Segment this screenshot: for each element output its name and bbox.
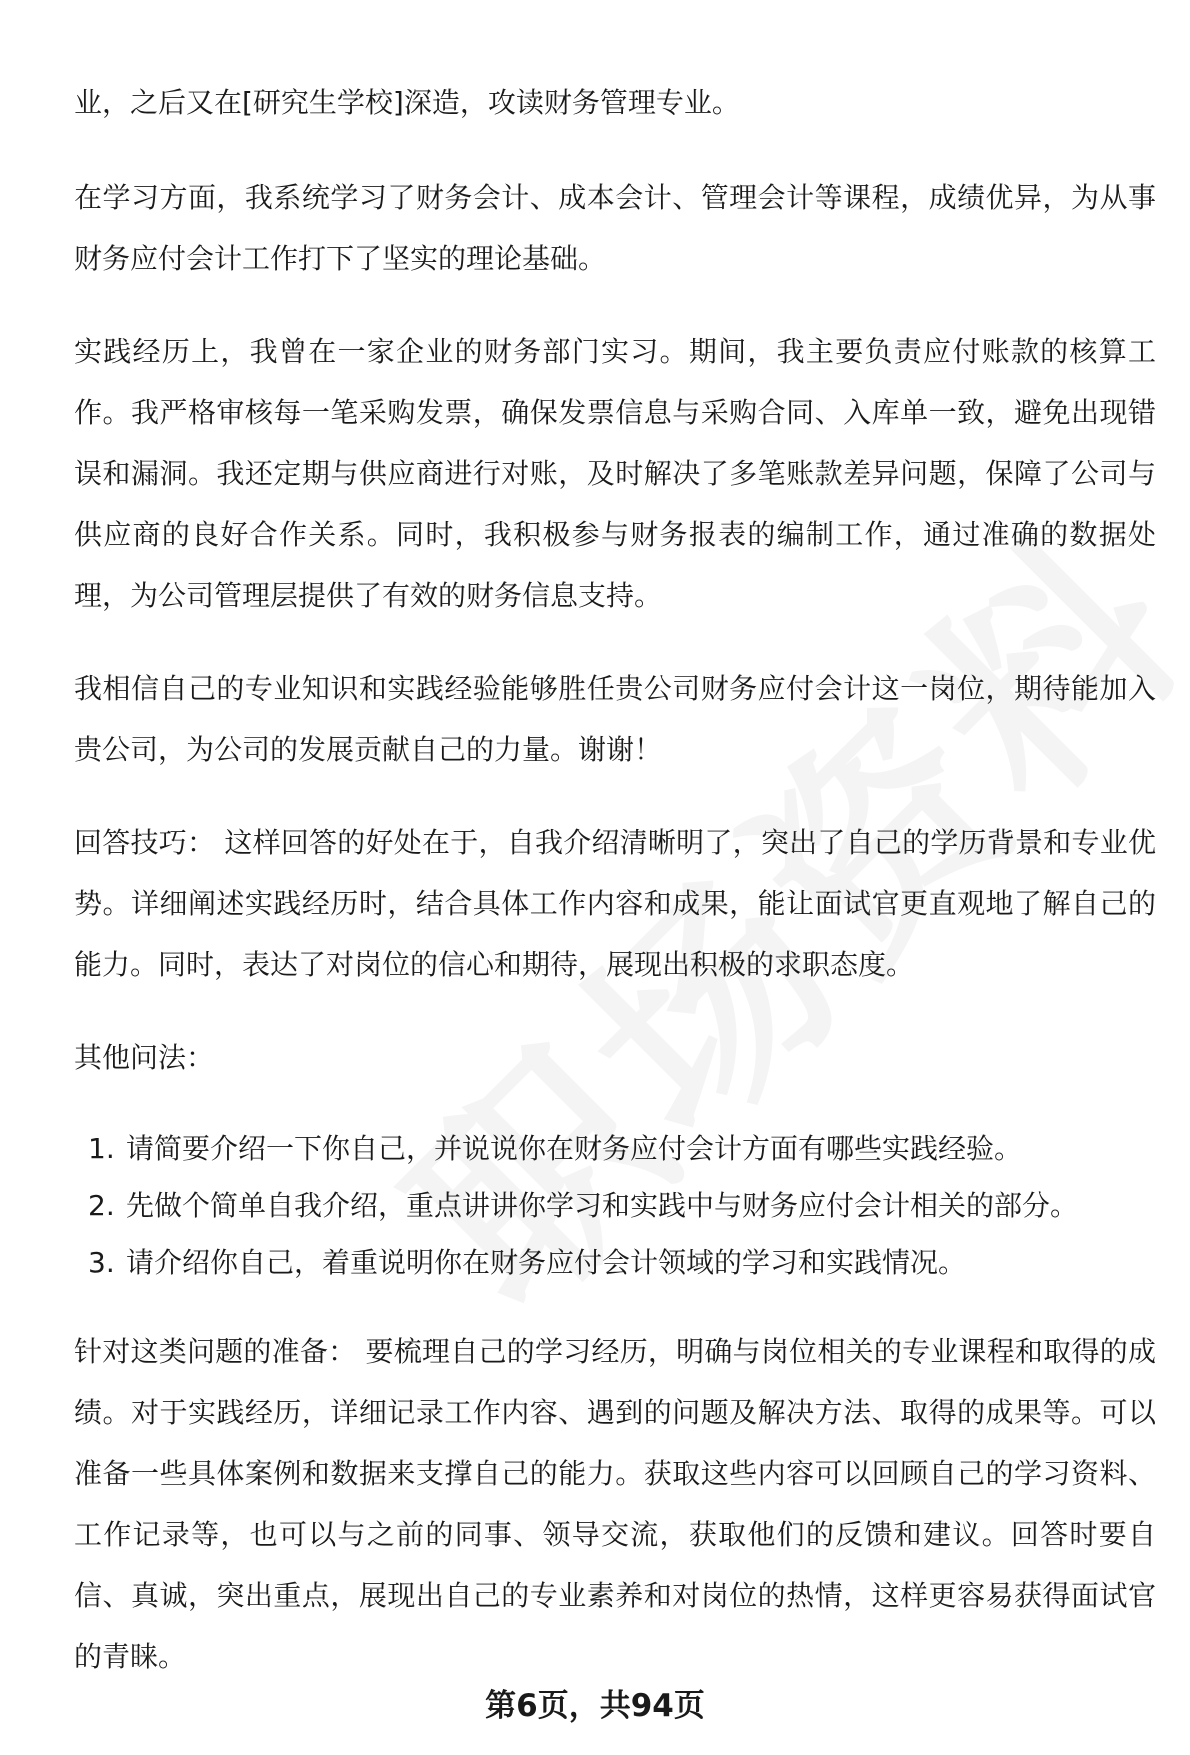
list-item-number: 1. [88, 1132, 115, 1165]
page-number-footer: 第6页，共94页 [485, 1688, 705, 1724]
paragraph-closing: 我相信自己的专业知识和实践经验能够胜任贵公司财务应付会计这一岗位，期待能加入贵公司，为公司的发展贡献自己的力量。谢谢！ [74, 672, 1156, 766]
list-item-text: 请简要介绍一下你自己，并说说你在财务应付会计方面有哪些实践经验。 [126, 1132, 1023, 1165]
paragraph-other-questions-heading: 其他问法： [74, 1041, 215, 1074]
paragraph-preparation: 针对这类问题的准备： 要梳理自己的学习经历，明确与岗位相关的专业课程和取得的成绩。对于实践经历，详细记录工作内容、遇到的问题及解决方法、取得的成果等。可以准备一些具体案例和数据来支撑自己的能力。获取这些内容可以回顾自己的学习资料、工作记录等，也可以与之前的同事、领导交流，获取他们的反馈和建议。回答时要自信、真诚，突出重点，展现出自己的专业素养和对岗位的热情，这样更容易获得面试官的青睐。 [74, 1335, 1156, 1673]
list-item-text: 请介绍你自己，着重说明你在财务应付会计领域的学习和实践情况。 [126, 1246, 967, 1279]
list-item [74, 1234, 1156, 1291]
paragraph-study: 在学习方面，我系统学习了财务会计、成本会计、管理会计等课程，成绩优异，为从事财务应付会计工作打下了坚实的理论基础。 [74, 181, 1156, 275]
list-item-text: 先做个简单自我介绍，重点讲讲你学习和实践中与财务应付会计相关的部分。 [126, 1189, 1079, 1222]
other-questions-list [74, 1120, 1156, 1291]
list-item [74, 1120, 1156, 1177]
document-body [74, 72, 1156, 1719]
list-item [74, 1177, 1156, 1234]
list-item-number: 2. [88, 1189, 115, 1222]
paragraph-education-continued: 业，之后又在[研究生学校]深造，攻读财务管理专业。 [74, 86, 740, 119]
paragraph-practice: 实践经历上，我曾在一家企业的财务部门实习。期间，我主要负责应付账款的核算工作。我严格审核每一笔采购发票，确保发票信息与采购合同、入库单一致，避免出现错误和漏洞。我还定期与供应商进行对账，及时解决了多笔账款差异问题，保障了公司与供应商的良好合作关系。同时，我积极参与财务报表的编制工作，通过准确的数据处理，为公司管理层提供了有效的财务信息支持。 [74, 335, 1156, 612]
list-item-number: 3. [88, 1246, 115, 1279]
paragraph-answer-tips: 回答技巧： 这样回答的好处在于，自我介绍清晰明了，突出了自己的学历背景和专业优势。详细阐述实践经历时，结合具体工作内容和成果，能让面试官更直观地了解自己的能力。同时，表达了对岗位的信心和期待，展现出积极的求职态度。 [74, 826, 1156, 981]
